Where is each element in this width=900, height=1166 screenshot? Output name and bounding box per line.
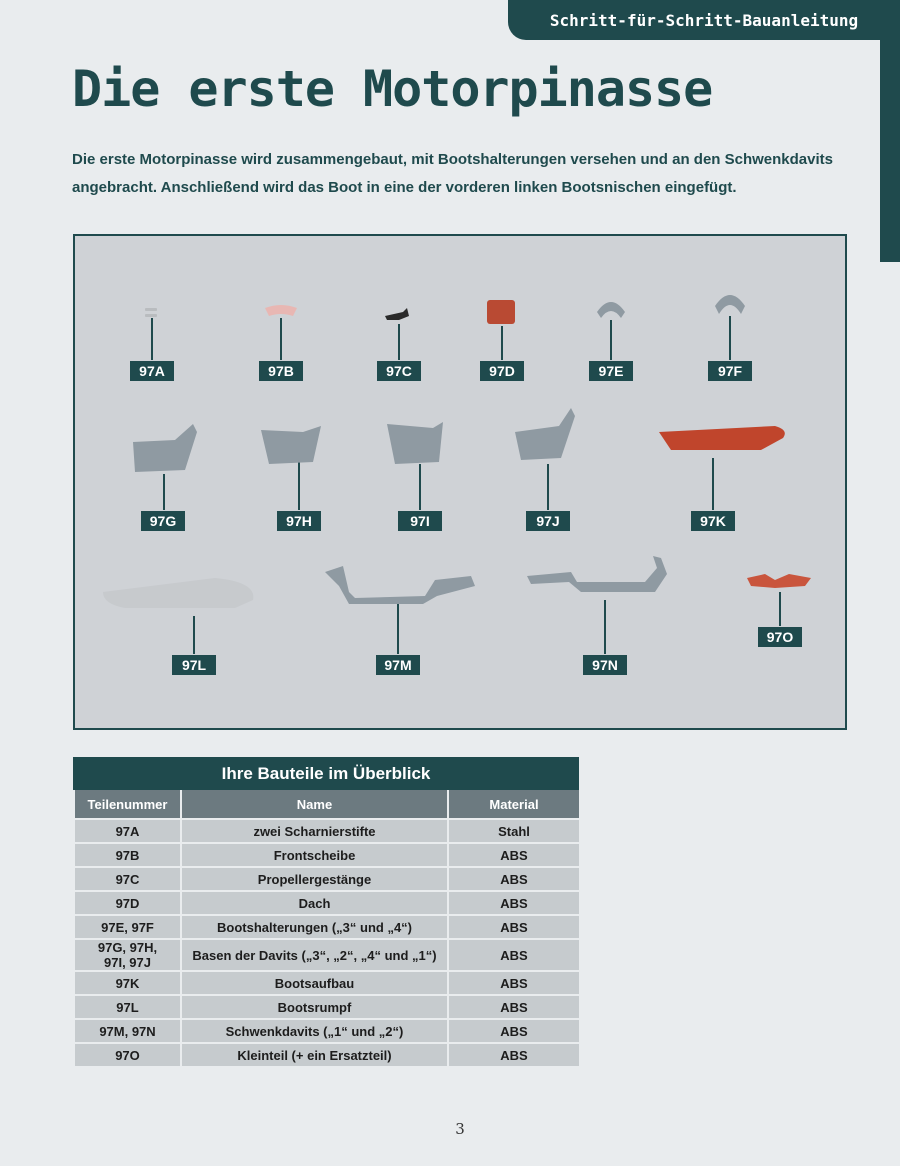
part-label: 97E: [589, 361, 633, 381]
page-number: 3: [455, 1120, 465, 1138]
section-header-tab: [508, 0, 900, 40]
table-header-row: [74, 790, 580, 819]
part-label: 97B: [259, 361, 303, 381]
table-cell: Propellergestänge: [181, 867, 448, 891]
part-label: 97I: [398, 511, 442, 531]
table-cell: ABS: [448, 939, 580, 971]
table-cell: Bootshalterungen („3“ und „4“): [181, 915, 448, 939]
table-cell: zwei Scharnierstifte: [181, 819, 448, 843]
table-row: [74, 995, 580, 1019]
table-cell: Dach: [181, 891, 448, 915]
table-cell: 97A: [74, 819, 181, 843]
section-label: Schritt-für-Schritt-Bauanleitung: [549, 10, 859, 30]
table-cell: 97L: [74, 995, 181, 1019]
table-cell: ABS: [448, 995, 580, 1019]
table-cell: ABS: [448, 1019, 580, 1043]
parts-photo: [73, 234, 847, 730]
table-cell: Stahl: [448, 819, 580, 843]
part-label: 97C: [377, 361, 421, 381]
table-cell: Basen der Davits („3“, „2“, „4“ und „1“): [181, 939, 448, 971]
table-cell: 97E, 97F: [74, 915, 181, 939]
table-title: Ihre Bauteile im Überblick: [73, 757, 579, 790]
table-cell: 97O: [74, 1043, 181, 1067]
column-header: Teilenummer: [74, 790, 181, 819]
table-row: [74, 915, 580, 939]
table-cell: 97D: [74, 891, 181, 915]
part-label: 97N: [583, 655, 627, 675]
table-cell: 97K: [74, 971, 181, 995]
table-row: [74, 939, 580, 971]
table-cell: Bootsaufbau: [181, 971, 448, 995]
table-cell: Schwenkdavits („1“ und „2“): [181, 1019, 448, 1043]
table-cell: 97C: [74, 867, 181, 891]
page-title: Die erste Motorpinasse: [72, 60, 713, 118]
table-row: [74, 1043, 580, 1067]
table-row: [74, 819, 580, 843]
column-header: Name: [181, 790, 448, 819]
table-cell: ABS: [448, 971, 580, 995]
part-label: 97J: [526, 511, 570, 531]
column-header: Material: [448, 790, 580, 819]
table-cell: ABS: [448, 891, 580, 915]
table-row: [74, 971, 580, 995]
table-cell: 97G, 97H, 97I, 97J: [74, 939, 181, 971]
table-cell: Frontscheibe: [181, 843, 448, 867]
part-label: 97F: [708, 361, 752, 381]
part-label: 97G: [141, 511, 185, 531]
parts-table: [73, 757, 579, 1068]
table-row: [74, 891, 580, 915]
table-cell: Bootsrumpf: [181, 995, 448, 1019]
part-label: 97A: [130, 361, 174, 381]
table-cell: 97M, 97N: [74, 1019, 181, 1043]
part-label: 97O: [758, 627, 802, 647]
part-label: 97H: [277, 511, 321, 531]
table-row: [74, 1019, 580, 1043]
table-cell: Kleinteil (+ ein Ersatzteil): [181, 1043, 448, 1067]
table-cell: 97B: [74, 843, 181, 867]
intro-paragraph: Die erste Motorpinasse wird zusammengebaut, mit Bootshalterungen versehen und an den Schwenkdavits angebracht. Anschließend wird das Boot in eine der vorderen linken Bootsnischen eingefügt.: [72, 151, 834, 196]
part-label: 97M: [376, 655, 420, 675]
part-label: 97D: [480, 361, 524, 381]
table-cell: ABS: [448, 1043, 580, 1067]
table-cell: ABS: [448, 915, 580, 939]
side-accent-strip: [880, 40, 900, 262]
table-row: [74, 843, 580, 867]
table-cell: ABS: [448, 843, 580, 867]
part-label: 97K: [691, 511, 735, 531]
table-row: [74, 867, 580, 891]
part-label: 97L: [172, 655, 216, 675]
table-cell: ABS: [448, 867, 580, 891]
